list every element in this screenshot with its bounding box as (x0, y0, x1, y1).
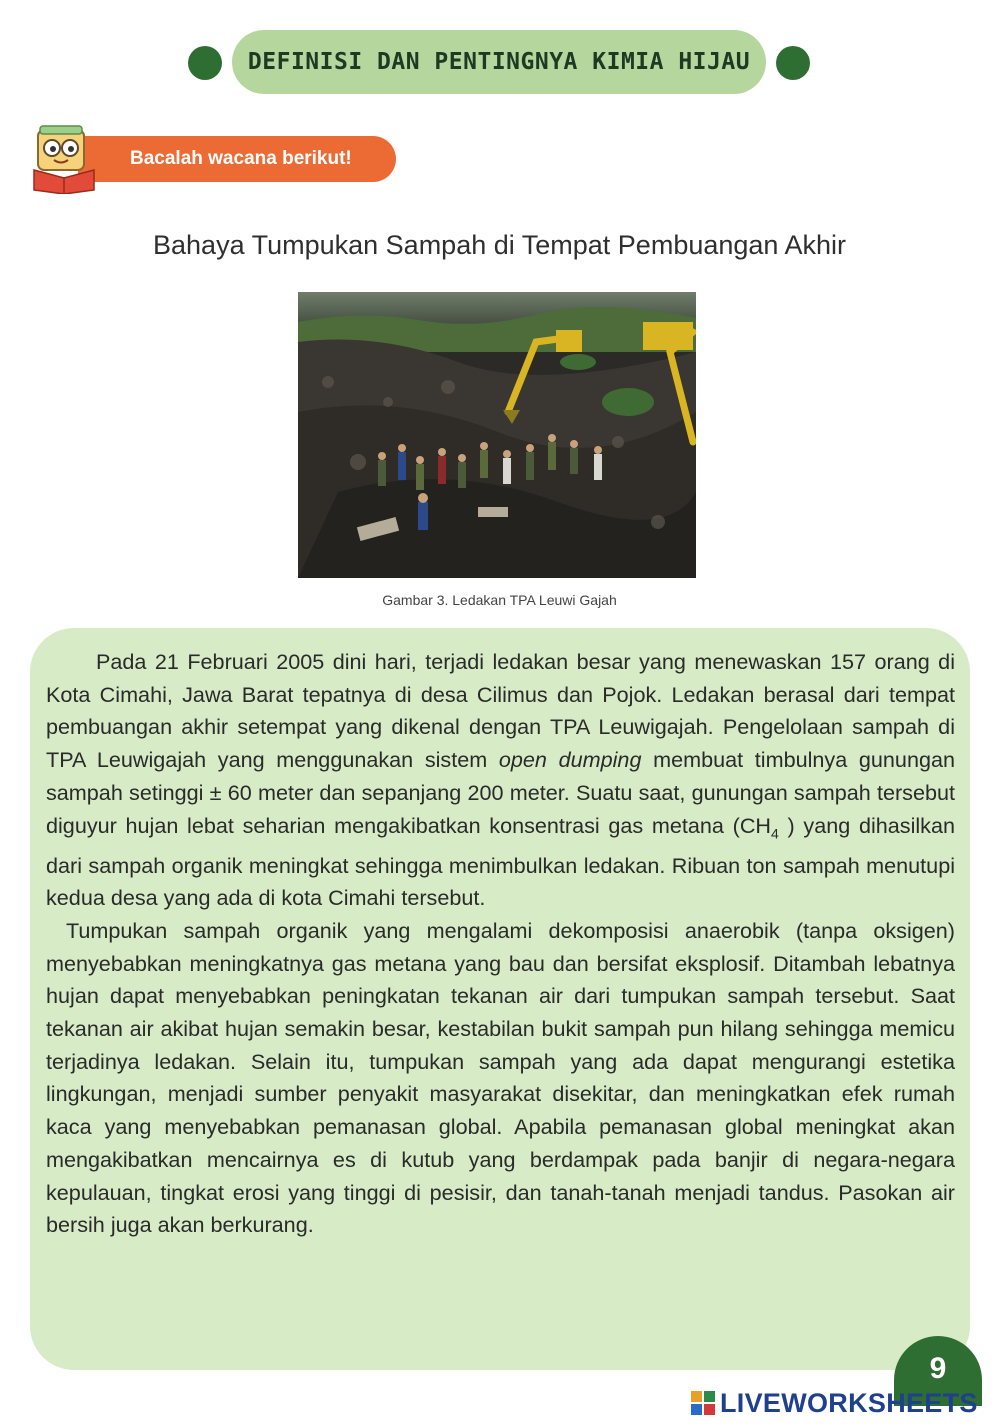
instruction-label: Bacalah wacana berikut! (130, 148, 352, 169)
liveworksheets-watermark (690, 1388, 978, 1418)
reading-text (46, 646, 955, 1242)
article-title: Bahaya Tumpukan Sampah di Tempat Pembuangan Akhir (153, 230, 846, 260)
italic-term: open dumping (498, 747, 642, 773)
book-mascot-icon (30, 124, 104, 194)
instruction-pill (78, 136, 396, 182)
instruction-badge (30, 124, 400, 194)
liveworksheets-logo-icon (690, 1390, 716, 1416)
figure-caption: Gambar 3. Ledakan TPA Leuwi Gajah (382, 592, 617, 608)
section-title: DEFINISI DAN PENTINGNYA KIMIA HIJAU (247, 49, 751, 75)
header-pill (232, 30, 766, 94)
watermark-text: LIVEWORKSHEETS (720, 1387, 978, 1418)
page-number: 9 (894, 1336, 982, 1406)
header-dot-right (776, 46, 810, 80)
section-header (188, 30, 810, 94)
reading-box (30, 628, 970, 1370)
landfill-photo (298, 292, 696, 578)
paragraph-2: Tumpukan sampah organik yang mengalami dekomposisi anaerobik (tanpa oksigen) menyebabkan meningkatnya gas metana yang bau dan bersifat eksplosif. Ditambah lebatnya hujan dapat menyebabkan peningkatan tekanan air dari tumpukan sampah tersebut. Saat tekanan air akibat hujan semakin besar, kestabilan bukit sampah pun hilang sehingga memicu terjadinya ledakan. Selain itu, tumpukan sampah yang ada dapat mengurangi estetika lingkungan, menjadi sumber penyakit masyarakat disekitar, dan meningkatkan efek rumah kaca yang menyebabkan pemanasan global. Apabila pemanasan global meningkat akan mengakibatkan mencairnya es di kutub yang berdampak pada banjir di negara-negara kepulauan, tingkat erosi yang tinggi di pesisir, dan tanah-tanah menjadi tandus. Pasokan air bersih juga akan berkurang. (46, 917, 955, 1238)
subscript: 4 (771, 824, 779, 841)
paragraph-1: Pada 21 Februari 2005 dini hari, terjadi ledakan besar yang menewaskan 157 orang di Kota Cimahi, Jawa Barat tepatnya di desa Cilimus dan Pojok. Ledakan berasal dari tempat pembuangan akhir setempat yang dikenal dengan TPA Leuwigajah. Pengelolaan sampah di TPA Leuwigajah yang menggunakan sistem open dumping membuat timbulnya gunungan sampah setinggi ± 60 meter dan sepanjang 200 meter. Suatu saat, gunungan sampah tersebut diguyur hujan lebat seharian mengakibatkan konsentrasi gas metana ($CH_4$ ) yang dihasilkan dari sampah organik meningkat sehingga menimbulkan ledakan. Ribuan ton sampah menutupi kedua desa yang ada di kota Cimahi tersebut. (46, 649, 955, 911)
header-dot-left (188, 46, 222, 80)
